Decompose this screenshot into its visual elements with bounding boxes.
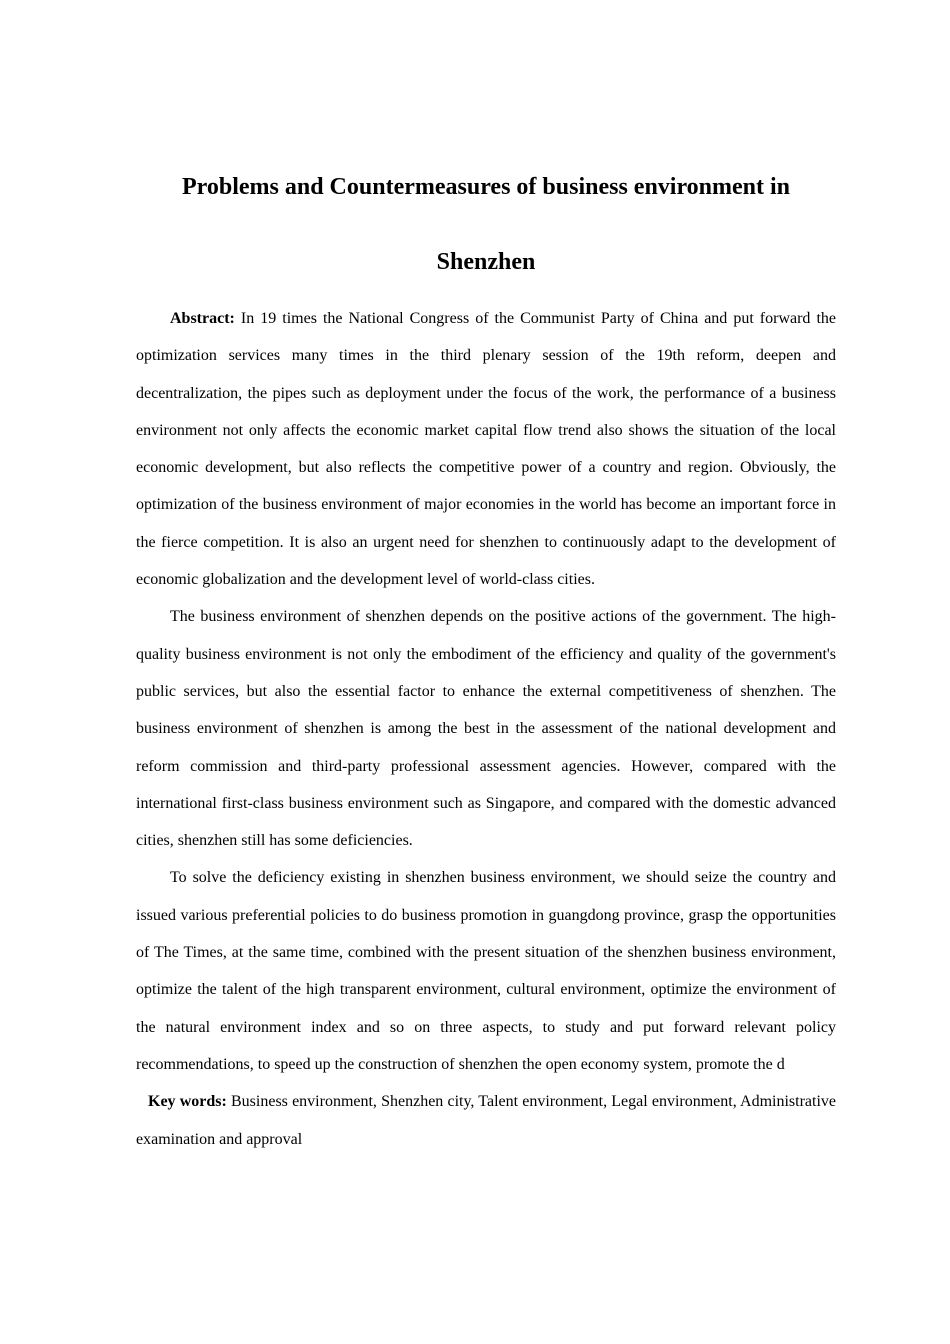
paper-title-line-1: Problems and Countermeasures of business environment in [181,174,791,200]
document-page [136,150,836,1158]
abstract-label: Abstract: [170,310,235,327]
keywords-text: Business environment, Shenzhen city, Talent environment, Legal environment, Administrative examination and approval [136,1093,837,1148]
body-paragraph-3: To solve the deficiency existing in shenzhen business environment, we should seize the country and issued various preferential policies to do business promotion in guangdong province, grasp the opportunities of The Times, at the same time, combined with the present situation of the shenzhen business environment, optimize the talent of the high transparent environment, cultural environment, optimize the environment of the natural environment index and so on three aspects, to study and put forward relevant policy recommendations, to speed up the construction of shenzhen the open economy system, promote the d [136,869,836,1073]
abstract-paragraph [136,300,836,598]
body-paragraph-2: The business environment of shenzhen depends on the positive actions of the government. The high-quality business environment is not only the embodiment of the efficiency and quality of the government's public services, but also the essential factor to enhance the external competitiveness of shenzhen. The business environment of shenzhen is among the best in the assessment of the national development and reform commission and third-party professional assessment agencies. However, compared with the international first-class business environment such as Singapore, and compared with the domestic advanced cities, shenzhen still has some deficiencies. [136,608,836,850]
abstract-text: In 19 times the National Congress of the Communist Party of China and put forward the optimization services many times in the third plenary session of the 19th reform, deepen and decentralization, the pipes such as deployment under the focus of the work, the performance of a business environment not only affects the economic market capital flow trend also shows the situation of the local economic development, but also reflects the competitive power of a country and region. Obviously, the optimization of the business environment of major economies in the world has become an important force in the fierce competition. It is also an urgent need for shenzhen to continuously adapt to the development of economic globalization and the development level of world-class cities. [136,310,836,589]
paper-title [136,150,836,300]
keywords-label: Key words: [148,1093,227,1111]
paper-title-line-2: Shenzhen [436,249,536,275]
keywords-paragraph [136,1083,836,1158]
